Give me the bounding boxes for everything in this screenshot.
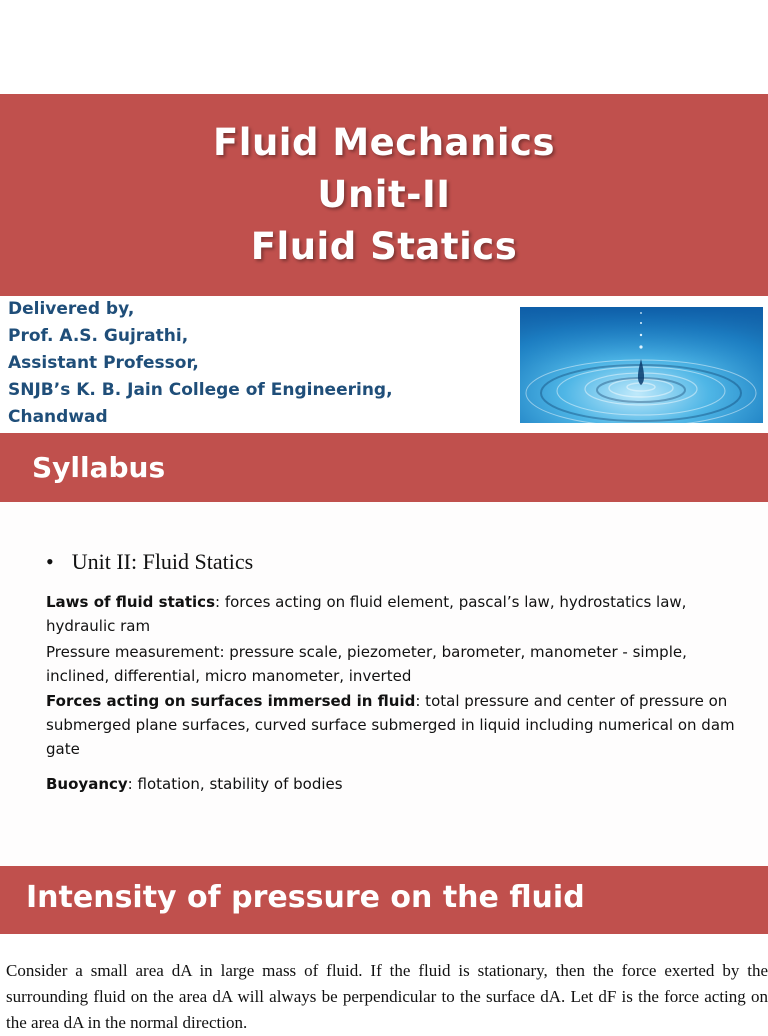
author-line: Chandwad bbox=[8, 407, 108, 427]
title-line-2: Unit-II bbox=[317, 173, 451, 216]
author-line: Prof. A.S. Gujrathi, bbox=[8, 326, 189, 346]
unit-bullet bbox=[46, 549, 253, 575]
item-text: : total pressure and center of pressure on submerged plane surfaces, curved surface submerged in liquid including numerical on dam gate bbox=[46, 692, 735, 758]
item-text: : flotation, stability of bodies bbox=[127, 775, 343, 793]
intensity-header bbox=[0, 866, 768, 934]
title-banner bbox=[0, 94, 768, 296]
syllabus-header bbox=[0, 433, 768, 502]
bullet-dot-icon: • bbox=[46, 549, 54, 574]
author-line: SNJB’s K. B. Jain College of Engineering, bbox=[8, 380, 393, 400]
syllabus-item-laws bbox=[46, 590, 736, 638]
syllabus-item-buoyancy bbox=[46, 772, 736, 796]
title-line-3: Fluid Statics bbox=[250, 225, 518, 268]
item-text: : forces acting on fluid element, pascal’s law, hydrostatics law, hydraulic ram bbox=[46, 593, 687, 635]
item-bold: Forces acting on surfaces immersed in fluid bbox=[46, 692, 416, 710]
author-info bbox=[8, 296, 508, 431]
author-line: Delivered by, bbox=[8, 299, 135, 319]
item-bold: Laws of fluid statics bbox=[46, 593, 215, 611]
syllabus-item-forces bbox=[46, 689, 736, 761]
syllabus-heading: Syllabus bbox=[32, 451, 166, 484]
item-bold: Buoyancy bbox=[46, 775, 128, 793]
intensity-heading: Intensity of pressure on the fluid bbox=[26, 880, 585, 915]
unit-bullet-text: Unit II: Fluid Statics bbox=[71, 549, 254, 574]
title-line-1: Fluid Mechanics bbox=[213, 121, 555, 164]
intensity-body-text: Consider a small area dA in large mass of fluid. If the fluid is stationary, then the force exerted by the surrounding fluid on the area dA will always be perpendicular to the surface dA. Let dF is the force acting on the area dA in the normal direction. bbox=[6, 961, 768, 1032]
slide-top-whitespace bbox=[0, 0, 768, 94]
author-line: Assistant Professor, bbox=[8, 353, 199, 373]
syllabus-item-pressure bbox=[46, 640, 736, 688]
item-text: Pressure measurement: pressure scale, piezometer, barometer, manometer - simple, inclined, differential, micro manometer, inverted bbox=[46, 643, 687, 685]
water-drop-image bbox=[520, 307, 763, 423]
